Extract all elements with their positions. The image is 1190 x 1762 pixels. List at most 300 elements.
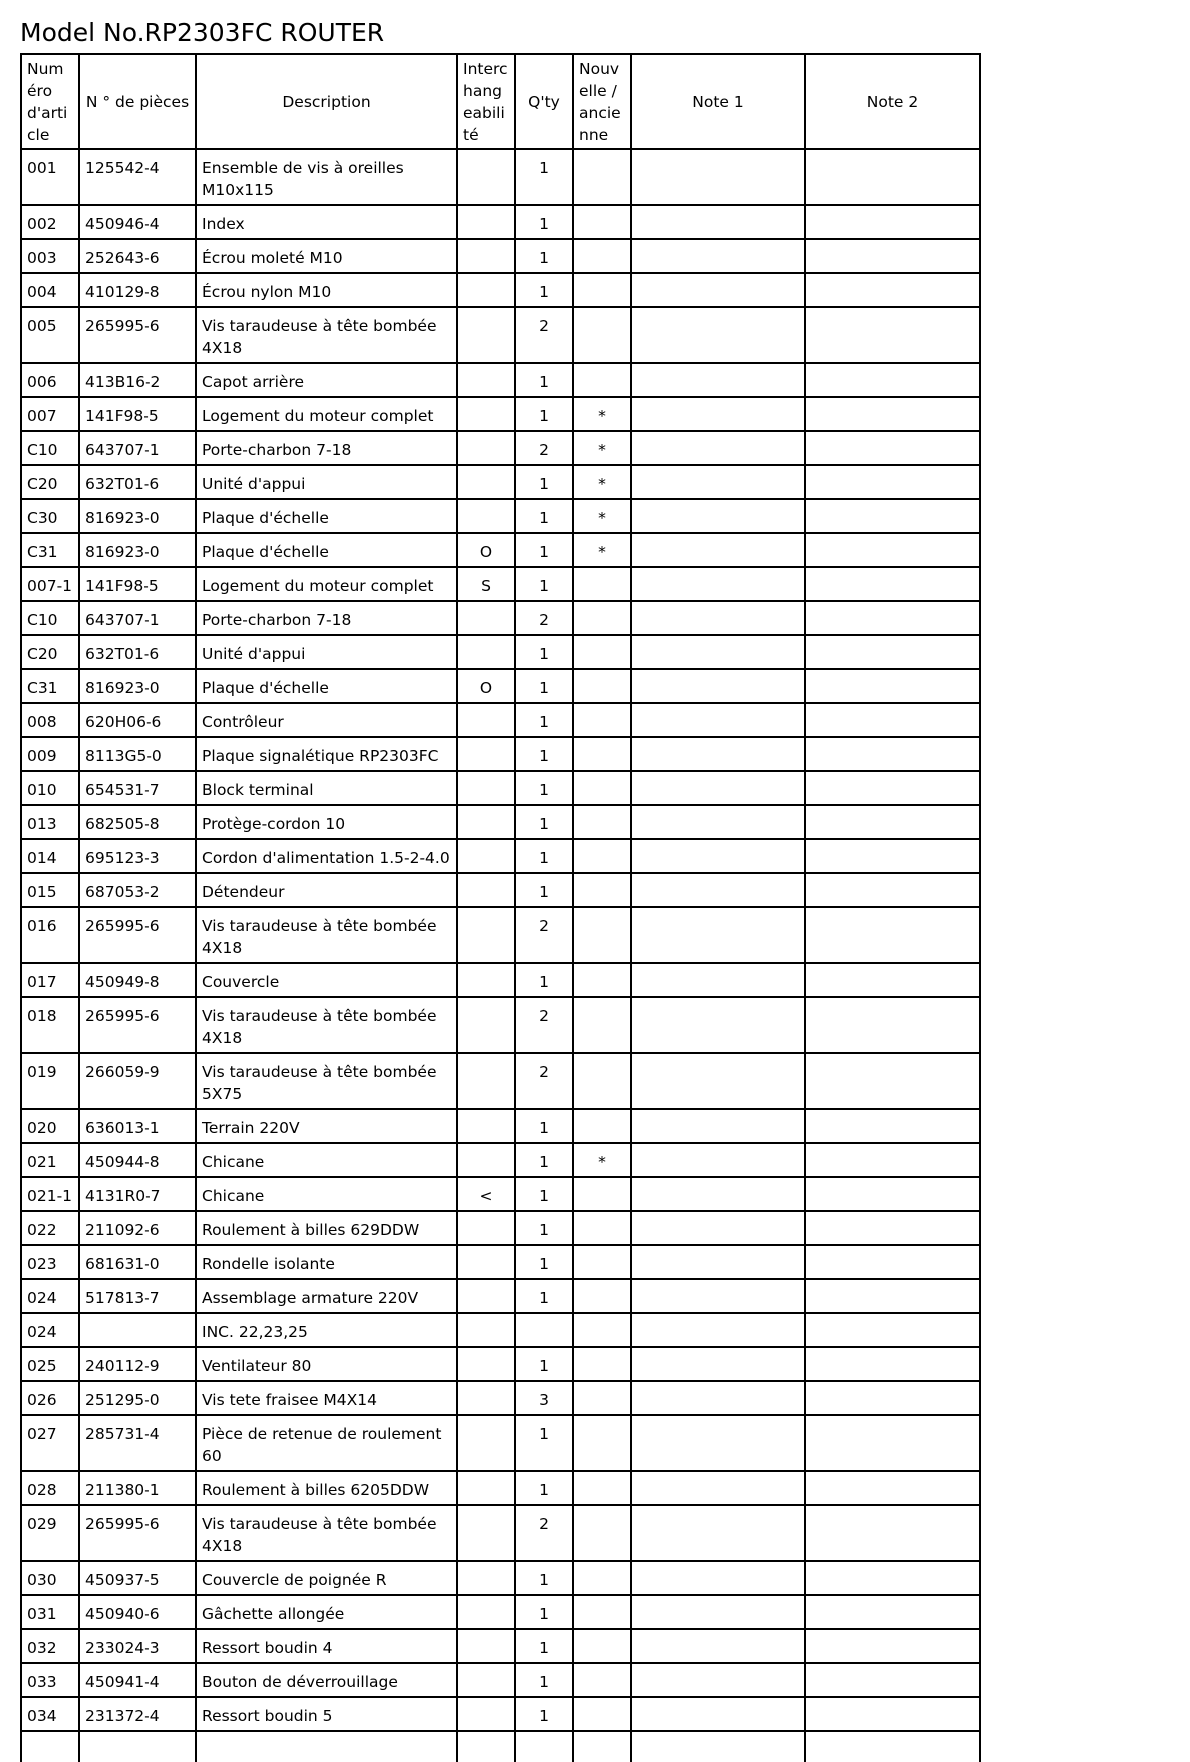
cell-description: Logement du moteur complet [196,567,457,601]
cell-description: Chicane [196,1177,457,1211]
cell-interchangeability [457,907,515,963]
cell-interchangeability [457,499,515,533]
cell-interchangeability [457,1415,515,1471]
cell-note-2 [805,1415,980,1471]
cell-qty: 1 [515,1347,573,1381]
table-row [21,1697,980,1731]
header-new-old: Nouvelle / ancienne [573,54,631,149]
table-row [21,465,980,499]
cell-description: Block terminal [196,771,457,805]
cell-note-1 [631,1109,805,1143]
cell-qty: 1 [515,1663,573,1697]
cell-item-no: 007 [21,397,79,431]
cell-description: Capot arrière [196,363,457,397]
cell-new-old: * [573,499,631,533]
cell-new-old [573,1245,631,1279]
cell-interchangeability [457,703,515,737]
header-interchangeability: Interchangeabilité [457,54,515,149]
cell-new-old [573,1347,631,1381]
cell-new-old: * [573,465,631,499]
cell-item-no: 021-1 [21,1177,79,1211]
cell-item-no: 023 [21,1245,79,1279]
cell-note-2 [805,963,980,997]
cell-note-1 [631,1629,805,1663]
cell-new-old: * [573,431,631,465]
cell-qty: 2 [515,1053,573,1109]
cell-qty: 1 [515,737,573,771]
header-item-no: Numéro d'article [21,54,79,149]
cell-item-no: 034 [21,1697,79,1731]
cell-note-2 [805,1731,980,1762]
cell-interchangeability [457,465,515,499]
cell-note-1 [631,873,805,907]
cell-note-1 [631,363,805,397]
cell-note-2 [805,1561,980,1595]
parts-table [20,53,981,1762]
cell-part-no: 265995-6 [79,997,196,1053]
table-row [21,149,980,205]
cell-note-1 [631,397,805,431]
cell-qty: 2 [515,907,573,963]
cell-interchangeability [457,1471,515,1505]
cell-note-2 [805,1663,980,1697]
cell-part-no: 450940-6 [79,1595,196,1629]
cell-description: Vis taraudeuse à tête bombée 4X18 [196,307,457,363]
cell-description: Plaque d'échelle [196,533,457,567]
parts-table-body [21,149,980,1762]
table-row [21,805,980,839]
cell-interchangeability: O [457,533,515,567]
table-row [21,771,980,805]
cell-part-no [79,1313,196,1347]
cell-description: Contrôleur [196,703,457,737]
cell-description: Unité d'appui [196,635,457,669]
cell-qty: 1 [515,1211,573,1245]
cell-qty: 1 [515,273,573,307]
cell-item-no: 001 [21,149,79,205]
cell-part-no: 265995-6 [79,907,196,963]
cell-item-no: 002 [21,205,79,239]
cell-item-no [21,1731,79,1762]
cell-note-2 [805,1109,980,1143]
table-row [21,205,980,239]
cell-qty: 1 [515,149,573,205]
table-row [21,1663,980,1697]
table-row [21,963,980,997]
cell-qty: 1 [515,567,573,601]
cell-new-old [573,1697,631,1731]
cell-note-1 [631,1731,805,1762]
cell-description: Ressort boudin 4 [196,1629,457,1663]
cell-item-no: 018 [21,997,79,1053]
cell-part-no: 251295-0 [79,1381,196,1415]
table-row [21,1595,980,1629]
cell-new-old [573,669,631,703]
header-note-1: Note 1 [631,54,805,149]
cell-interchangeability [457,149,515,205]
cell-description: Couvercle [196,963,457,997]
cell-part-no: 632T01-6 [79,465,196,499]
cell-part-no: 211380-1 [79,1471,196,1505]
cell-interchangeability [457,1505,515,1561]
cell-note-1 [631,601,805,635]
cell-item-no: 014 [21,839,79,873]
cell-note-2 [805,1595,980,1629]
cell-new-old [573,737,631,771]
cell-interchangeability [457,873,515,907]
cell-new-old [573,1279,631,1313]
cell-new-old [573,1663,631,1697]
cell-note-2 [805,1143,980,1177]
cell-note-1 [631,239,805,273]
cell-description: INC. 22,23,25 [196,1313,457,1347]
cell-part-no: 695123-3 [79,839,196,873]
cell-note-2 [805,601,980,635]
cell-note-1 [631,1561,805,1595]
table-row [21,1109,980,1143]
cell-qty: 2 [515,601,573,635]
cell-interchangeability [457,363,515,397]
cell-note-2 [805,567,980,601]
cell-part-no: 141F98-5 [79,397,196,431]
cell-new-old [573,703,631,737]
cell-description: Pièce de retenue de roulement 60 [196,1415,457,1471]
cell-qty: 1 [515,771,573,805]
cell-item-no: 032 [21,1629,79,1663]
cell-item-no: 007-1 [21,567,79,601]
table-row [21,1245,980,1279]
cell-part-no: 687053-2 [79,873,196,907]
cell-note-1 [631,839,805,873]
cell-note-1 [631,1211,805,1245]
cell-qty: 1 [515,1629,573,1663]
cell-new-old [573,1313,631,1347]
cell-item-no: 004 [21,273,79,307]
cell-part-no: 636013-1 [79,1109,196,1143]
cell-new-old [573,1731,631,1762]
table-row [21,703,980,737]
cell-description: Détendeur [196,873,457,907]
cell-interchangeability [457,1595,515,1629]
cell-interchangeability: S [457,567,515,601]
cell-part-no: 410129-8 [79,273,196,307]
cell-interchangeability [457,771,515,805]
cell-part-no: 620H06-6 [79,703,196,737]
cell-part-no: 643707-1 [79,601,196,635]
cell-description: Vis taraudeuse à tête bombée 5X75 [196,1053,457,1109]
cell-note-1 [631,205,805,239]
cell-item-no: 003 [21,239,79,273]
table-row [21,1279,980,1313]
table-row [21,1561,980,1595]
cell-note-2 [805,771,980,805]
cell-note-1 [631,1381,805,1415]
cell-note-2 [805,635,980,669]
cell-note-1 [631,499,805,533]
page-title: Model No.RP2303FC ROUTER [20,18,385,47]
cell-note-1 [631,567,805,601]
cell-qty [515,1313,573,1347]
cell-new-old [573,873,631,907]
cell-interchangeability [457,1313,515,1347]
cell-part-no: 266059-9 [79,1053,196,1109]
cell-note-1 [631,703,805,737]
cell-part-no: 816923-0 [79,533,196,567]
cell-item-no: 029 [21,1505,79,1561]
cell-new-old [573,1629,631,1663]
cell-part-no: 4131R0-7 [79,1177,196,1211]
cell-interchangeability [457,273,515,307]
cell-new-old [573,1595,631,1629]
cell-part-no: 450949-8 [79,963,196,997]
cell-description: Rondelle isolante [196,1245,457,1279]
cell-description: Plaque d'échelle [196,499,457,533]
cell-interchangeability [457,1663,515,1697]
cell-qty: 1 [515,533,573,567]
cell-part-no: 643707-1 [79,431,196,465]
table-row [21,1143,980,1177]
table-row [21,635,980,669]
cell-description: Ventilateur 80 [196,1347,457,1381]
cell-new-old [573,1561,631,1595]
cell-part-no: 413B16-2 [79,363,196,397]
table-row [21,601,980,635]
cell-note-1 [631,805,805,839]
cell-new-old [573,635,631,669]
cell-qty: 1 [515,1471,573,1505]
cell-part-no: 233024-3 [79,1629,196,1663]
cell-part-no: 450937-5 [79,1561,196,1595]
cell-note-2 [805,205,980,239]
cell-note-2 [805,307,980,363]
cell-note-2 [805,1471,980,1505]
cell-note-1 [631,431,805,465]
cell-item-no: 024 [21,1279,79,1313]
table-row [21,873,980,907]
cell-note-2 [805,805,980,839]
table-row [21,1731,980,1762]
cell-note-1 [631,1663,805,1697]
cell-new-old [573,1471,631,1505]
cell-note-2 [805,907,980,963]
cell-part-no: 450944-8 [79,1143,196,1177]
cell-part-no: 141F98-5 [79,567,196,601]
cell-interchangeability [457,1381,515,1415]
cell-note-2 [805,1505,980,1561]
cell-note-1 [631,771,805,805]
cell-qty: 1 [515,1595,573,1629]
cell-note-1 [631,1177,805,1211]
cell-note-1 [631,1697,805,1731]
cell-interchangeability [457,1347,515,1381]
cell-qty: 1 [515,669,573,703]
table-row [21,907,980,963]
cell-new-old: * [573,397,631,431]
cell-note-2 [805,1381,980,1415]
cell-item-no: 016 [21,907,79,963]
cell-item-no: C10 [21,601,79,635]
cell-note-2 [805,1347,980,1381]
cell-part-no: 285731-4 [79,1415,196,1471]
cell-description: Chicane [196,1143,457,1177]
cell-new-old [573,805,631,839]
cell-qty: 1 [515,1245,573,1279]
cell-description: Ressort boudin 5 [196,1697,457,1731]
cell-description: Porte-charbon 7-18 [196,431,457,465]
table-row [21,1347,980,1381]
cell-description: Vis tete fraisee M4X14 [196,1381,457,1415]
cell-note-1 [631,273,805,307]
cell-note-2 [805,997,980,1053]
cell-interchangeability [457,1279,515,1313]
cell-qty: 1 [515,363,573,397]
cell-item-no: 008 [21,703,79,737]
table-row [21,567,980,601]
cell-description: Écrou moleté M10 [196,239,457,273]
cell-interchangeability [457,1053,515,1109]
cell-qty: 1 [515,205,573,239]
header-note-2: Note 2 [805,54,980,149]
cell-item-no: 010 [21,771,79,805]
cell-note-2 [805,737,980,771]
cell-new-old [573,997,631,1053]
cell-part-no: 682505-8 [79,805,196,839]
cell-note-2 [805,431,980,465]
cell-new-old [573,205,631,239]
cell-part-no: 816923-0 [79,499,196,533]
cell-item-no: 028 [21,1471,79,1505]
cell-new-old [573,307,631,363]
cell-description: Protège-cordon 10 [196,805,457,839]
cell-interchangeability [457,1211,515,1245]
cell-qty: 2 [515,431,573,465]
cell-new-old [573,1381,631,1415]
cell-part-no: 231372-4 [79,1697,196,1731]
table-row [21,737,980,771]
cell-interchangeability [457,239,515,273]
cell-note-2 [805,703,980,737]
cell-qty: 2 [515,1505,573,1561]
table-row [21,431,980,465]
cell-note-1 [631,1471,805,1505]
cell-description: Vis taraudeuse à tête bombée 4X18 [196,907,457,963]
cell-item-no: 024 [21,1313,79,1347]
cell-qty [515,1731,573,1762]
cell-part-no: 517813-7 [79,1279,196,1313]
cell-item-no: 031 [21,1595,79,1629]
cell-note-1 [631,1143,805,1177]
cell-new-old [573,963,631,997]
cell-description: Terrain 220V [196,1109,457,1143]
header-description: Description [196,54,457,149]
cell-item-no: 015 [21,873,79,907]
cell-new-old [573,1415,631,1471]
cell-description: Logement du moteur complet [196,397,457,431]
table-header-row [21,54,980,149]
cell-part-no: 632T01-6 [79,635,196,669]
cell-note-2 [805,1211,980,1245]
cell-item-no: C20 [21,635,79,669]
cell-note-2 [805,1697,980,1731]
cell-qty: 1 [515,1561,573,1595]
cell-description: Vis taraudeuse à tête bombée 4X18 [196,997,457,1053]
cell-interchangeability [457,397,515,431]
cell-note-1 [631,1279,805,1313]
cell-new-old [573,1053,631,1109]
cell-qty: 1 [515,635,573,669]
cell-interchangeability: O [457,669,515,703]
cell-interchangeability [457,1629,515,1663]
cell-note-2 [805,149,980,205]
cell-item-no: 005 [21,307,79,363]
cell-item-no: 019 [21,1053,79,1109]
cell-description: Unité d'appui [196,465,457,499]
cell-interchangeability [457,805,515,839]
cell-note-1 [631,907,805,963]
cell-item-no: 030 [21,1561,79,1595]
table-row [21,1211,980,1245]
table-row [21,1313,980,1347]
table-row [21,1471,980,1505]
cell-new-old [573,1177,631,1211]
table-row [21,669,980,703]
cell-interchangeability [457,1143,515,1177]
cell-description: Cordon d'alimentation 1.5-2-4.0 [196,839,457,873]
cell-part-no: 816923-0 [79,669,196,703]
cell-item-no: C20 [21,465,79,499]
cell-new-old: * [573,1143,631,1177]
cell-note-2 [805,499,980,533]
cell-note-1 [631,465,805,499]
cell-new-old [573,1505,631,1561]
cell-item-no: 017 [21,963,79,997]
cell-qty: 3 [515,1381,573,1415]
cell-new-old [573,239,631,273]
cell-description: Bouton de déverrouillage [196,1663,457,1697]
cell-qty: 2 [515,997,573,1053]
cell-note-2 [805,465,980,499]
table-row [21,307,980,363]
cell-qty: 1 [515,839,573,873]
cell-interchangeability [457,1561,515,1595]
cell-item-no: 033 [21,1663,79,1697]
cell-note-2 [805,533,980,567]
cell-note-1 [631,1053,805,1109]
header-qty: Q'ty [515,54,573,149]
cell-interchangeability [457,1245,515,1279]
cell-qty: 1 [515,1279,573,1313]
cell-qty: 1 [515,1177,573,1211]
cell-new-old: * [573,533,631,567]
cell-note-1 [631,737,805,771]
cell-part-no: 211092-6 [79,1211,196,1245]
cell-interchangeability [457,997,515,1053]
cell-description: Gâchette allongée [196,1595,457,1629]
cell-new-old [573,363,631,397]
cell-description: Porte-charbon 7-18 [196,601,457,635]
cell-item-no: C31 [21,533,79,567]
cell-interchangeability [457,737,515,771]
table-row [21,273,980,307]
cell-note-2 [805,397,980,431]
cell-item-no: 027 [21,1415,79,1471]
cell-note-1 [631,1313,805,1347]
table-row [21,239,980,273]
cell-qty: 1 [515,465,573,499]
table-row [21,499,980,533]
cell-new-old [573,273,631,307]
cell-note-2 [805,1313,980,1347]
